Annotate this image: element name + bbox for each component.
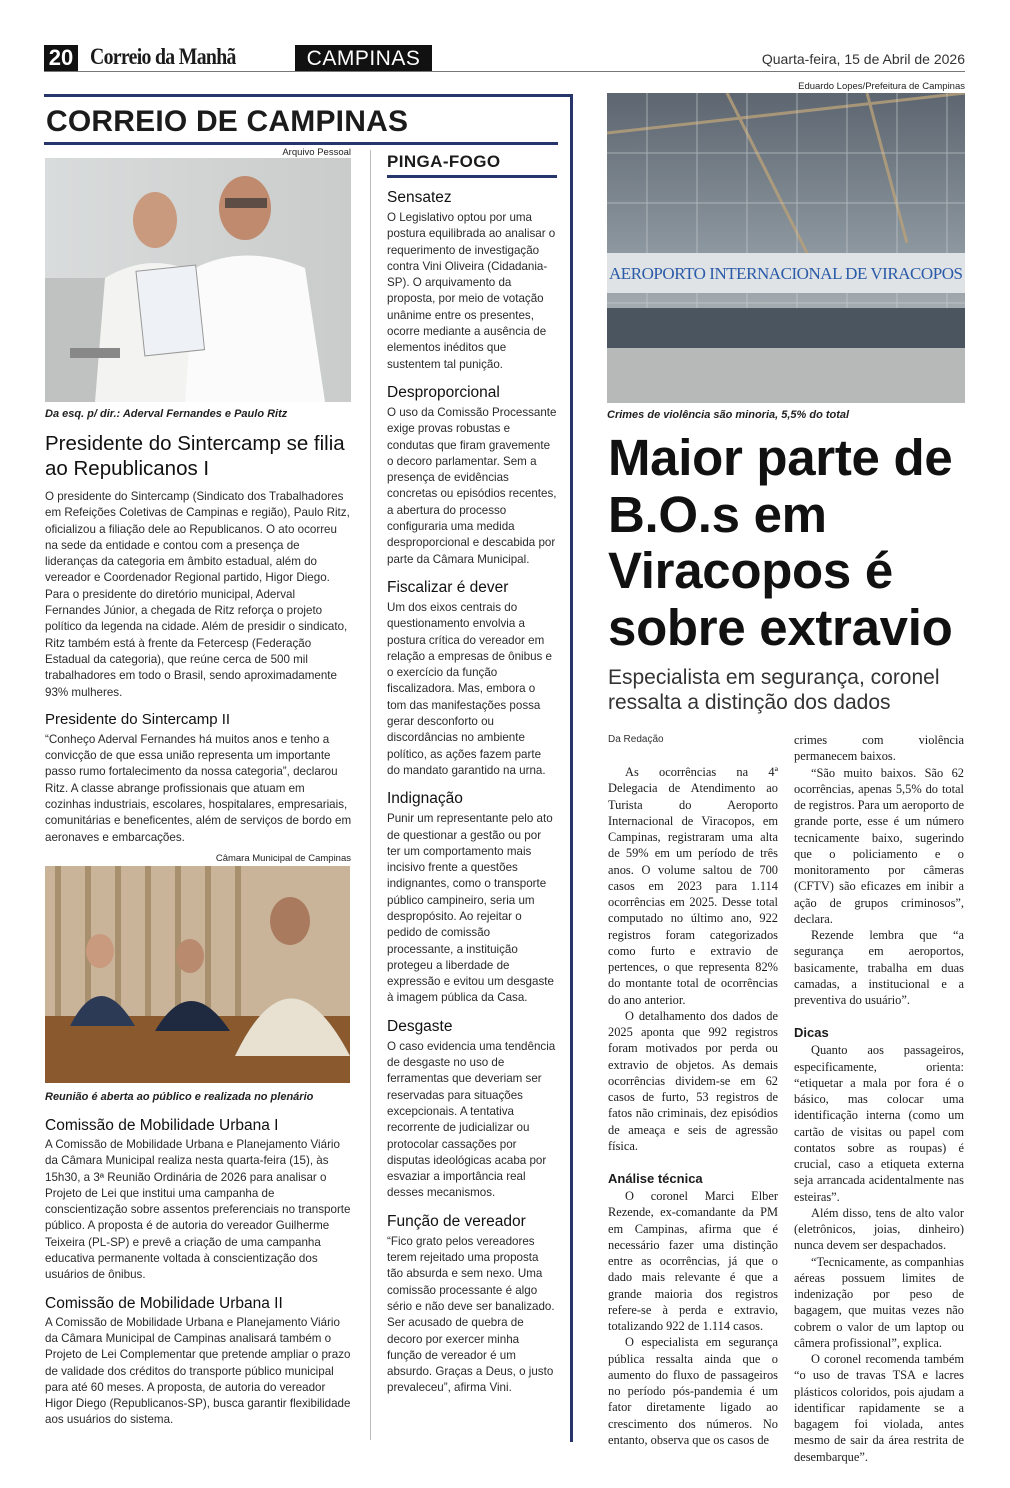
pinga-fogo-item-body: O Legislativo optou por uma postura equilibrada ao analisar o requerimento de investigação contra Vini Oliveira (Cidadania-SP). O arquivamento da proposta, por meio de votação unânime entre os presentes, ocorre mediante a ausência de elementos inéditos que sustentem tal punição. [387,211,556,371]
story-subtitle: Presidente do Sintercamp II [45,710,231,728]
pinga-fogo-item-body: O uso da Comissão Processante exige provas robustas e condutas que firam gravemente o decoro parlamentar. Sem a presença de evidências concretas ou episódios recentes, a abertura do processo configuraria uma medida desproporcional e descabida por parte da Câmara Municipal. [387,405,557,566]
box-top-rule [44,94,573,97]
article-paragraph: As ocorrências na 4ª Delegacia de Atendimento ao Turista do Aeroporto Internacional de Viracopos, em Campinas, registraram uma alta de 59% em um período de três anos. O volume saltou de 700 casos em 2023 para 1.114 ocorrências em 2025. Desse total computado no último ano, 922 registros foram categorizados como furto e extravio de pertences, o que representa 82% do montante total de ocorrências do ano anterior. [608,765,778,1007]
story-body: O presidente do Sintercamp (Sindicato dos Trabalhadores em Refeições Coletivas de Campinas e região), Paulo Ritz, oficializou a filiação dele ao Republicanos. O ato ocorreu na sede da entidade e contou com a presença de lideranças da categoria em âmbito estadual, além do vereador e Coordenador Regional partido, Higor Diego. Para o presidente do diretório municipal, Aderval Fernandes Júnior, a chegada de Ritz reforça o projeto político da legenda na cidade. Além de presidir o sindicato, Ritz também está à frente da Fetercesp (Federação Estadual da categoria), que reúne cerca de 500 mil trabalhadores em todo o Brasil, sendo aproximadamente 93% mulheres. [45,490,350,699]
article-paragraph: Quanto aos passageiros, especificamente, orienta: “etiquetar a mala por fora é o básico, mas colocar uma identificação interna (como um cartão de visitas ou papel com contatos sobre as roupas) é crucial, caso a etiqueta externa seja arrancada acidentalmente nas esteiras”. [794,1043,964,1204]
article-column-2 [794,732,964,1465]
story-subtitle: Comissão de Mobilidade Urbana II [45,1294,283,1312]
article-paragraph: O especialista em segurança pública ressalta ainda que o aumento do fluxo de passageiros no período pós-pandemia é um fator diretamente ligado ao crescimento dos números. No entanto, observa que os casos de [608,1335,778,1447]
pinga-fogo-item-title: Desproporcional [387,383,500,401]
photo-credit: Câmara Municipal de Campinas [215,853,351,864]
pinga-fogo-item-title: Fiscalizar é dever [387,578,509,596]
article-subhead: Análise técnica [608,1171,703,1186]
article-subhead: Dicas [794,1025,829,1041]
story-body: “Conheço Aderval Fernandes há muitos anos e tenho a convicção de que essa união representa um importante passo rumo fortalecimento da nossa categoria”, declarou Ritz. A classe abrange profissionais que atuam em cozinhas industriais, escolares, hospitalares, empresariais, comunitárias e beneficentes, além de serviços de bordo em aeronaves e embarcações. [45,732,352,844]
article-paragraph: O coronel Marci Elber Rezende, ex-comandante da PM em Campinas, afirma que é necessário fazer uma distinção entre as ocorrências, já que o dado mais relevante é que a grande maioria dos registros refere-se à perda e extravio, totalizando 922 de 1.114 casos. [608,1189,778,1333]
pinga-fogo-item-body: Um dos eixos centrais do questionamento envolvia a postura crítica do vereador em relação a empresas de ônibus e o exercício da função fiscalizadora. Mas, embora o tom das manifestações possa gerar desconforto ou discordâncias no ambiente político, as ações fazem parte do mandato garantido na urna. [387,600,552,777]
article-column-1 [608,764,778,1448]
box-right-rule [570,94,573,1442]
photo-viracopos-airport [607,93,965,403]
photo-caption: Reunião é aberta ao público e realizada no plenário [45,1091,314,1103]
column-divider [370,150,371,1440]
story-body: A Comissão de Mobilidade Urbana e Planejamento Viário da Câmara Municipal de Campinas analisará também o Projeto de Lei Complementar que pretende ampliar o prazo de validade dos créditos do transporte público municipal para até 60 meses. A proposta, de autoria do vereador Higor Diego (Republicanos-SP), busca garantir flexibilidade aos usuários do sistema. [45,1315,351,1427]
pinga-fogo-item-title: Desgaste [387,1017,453,1035]
pinga-fogo-column [387,152,557,1397]
article-paragraph: crimes com violência permanecem baixos. [794,733,964,764]
photo-caption: Crimes de violência são minoria, 5,5% do total [607,409,850,421]
article-paragraph: “Tecnicamente, as companhias aéreas possuem limites de indenização por peso de bagagem, que muitas vezes não cobrem o valor de um laptop ou câmera profissional”, explica. [794,1254,964,1350]
issue-date: Quarta-feira, 15 de Abril de 2026 [761,51,965,67]
story-mobilidade [45,1116,353,1429]
box-title-rule [44,142,558,145]
byline: Da Redação [608,734,664,745]
pinga-fogo-item-body: “Fico grato pelos vereadores terem rejeitado uma proposta tão absurda e sem nexo. Uma comissão processante é algo sério e não deve ser banalizado. Ser acusado de quebra de decoro por exercer minha função de vereador é um absurdo. Graças a Deus, o justo prevaleceu”, afirma Vini. [387,1234,555,1395]
photo-caption: Da esq. p/ dir.: Aderval Fernandes e Paulo Ritz [45,408,288,420]
header-rule [44,71,965,72]
pinga-fogo-item-title: Função de vereador [387,1212,526,1230]
article-paragraph: O coronel recomenda também “o uso de travas TSA e lacres plásticos coloridos, pois ajudam a identificar rapidamente se a bagagem foi violada, antes mesmo de sair da área restrita de desembarque”. [794,1352,964,1464]
photo-credit: Arquivo Pessoal [282,147,351,158]
article-paragraph: “São muito baixos. São 62 ocorrências, apenas 5,5% do total de registros. Para um aeroporto de grande porte, esse é um número tecnicamente baixo, sugerindo que o policiamento e o monitoramento por câmeras (CFTV) são eficazes em inibir a ação de grupos criminosos”, declara. [794,765,964,926]
article-paragraph: O detalhamento dos dados de 2025 aponta que 992 registros foram motivados por perda ou extravio de objetos. As demais ocorrências dividem-se em 62 casos de furto, 53 registros de fatos não criminais, dez episódios de ameaça e seis de agressão física. [608,1008,778,1153]
photo-aderval-ritz [45,158,351,402]
masthead-logo: Correio da Manhã [90,44,236,69]
pinga-fogo-item-body: Punir um representante pelo ato de questionar a gestão ou por ter um comportamento mais incisivo frente a questões indignantes, como o transporte público campineiro, seria um despropósito. Ao rejeitar o pedido de comissão processante, a instituição protegeu a liberdade de expressão e evitou um desgaste à imagem pública da Casa. [387,812,554,1005]
story-subtitle: Comissão de Mobilidade Urbana I [45,1117,279,1134]
main-subtitle: Especialista em segurança, coronel ressalta a distinção dos dados [608,666,940,714]
story-body: A Comissão de Mobilidade Urbana e Planejamento Viário da Câmara Municipal realiza nesta quarta-feira (15), às 15h30, a 3ª Reunião Ordinária de 2026 para analisar o Projeto de Lei que institui uma campanha de conscientização sobre assentos preferenciais no transporte público. A proposta é de autoria do vereador Guilherme Teixeira (PL-SP) e prevê a criação de uma campanha educativa permanente voltada à conscientização dos usuários de ônibus. [45,1138,351,1282]
photo-credit: Eduardo Lopes/Prefeitura de Campinas [798,81,965,92]
page-number: 20 [44,45,78,71]
pinga-fogo-title: PINGA-FOGO [387,152,557,178]
airport-sign: AEROPORTO INTERNACIONAL DE VIRACOPOS [609,264,963,283]
story-sintercamp [45,431,353,846]
pinga-fogo-item-title: Sensatez [387,189,452,206]
photo-plenario [45,866,350,1083]
section-label: CAMPINAS [295,45,432,71]
pinga-fogo-item-title: Indignação [387,790,463,808]
story-title: Presidente do Sintercamp se filia ao Republicanos I [45,432,345,480]
article-paragraph: Além disso, tens de alto valor (eletrônicos, joias, dinheiro) nunca devem ser despachados. [794,1205,964,1253]
box-title: CORREIO DE CAMPINAS [46,105,409,138]
article-paragraph: Rezende lembra que “a segurança em aeroportos, basicamente, trabalha em duas camadas, a institucional e a preventiva do usuário”. [794,928,964,1007]
pinga-fogo-item-body: O caso evidencia uma tendência de desgaste no uso de ferramentas que deveriam ser reservadas para situações excepcionais. A tentativa recorrente de judicializar ou protocolar cassações por disputas ideológicas acaba por esvaziar a importância real desses mecanismos. [387,1039,556,1200]
main-headline: Maior parte de B.O.s em Viracopos é sobre extravio [608,429,953,656]
